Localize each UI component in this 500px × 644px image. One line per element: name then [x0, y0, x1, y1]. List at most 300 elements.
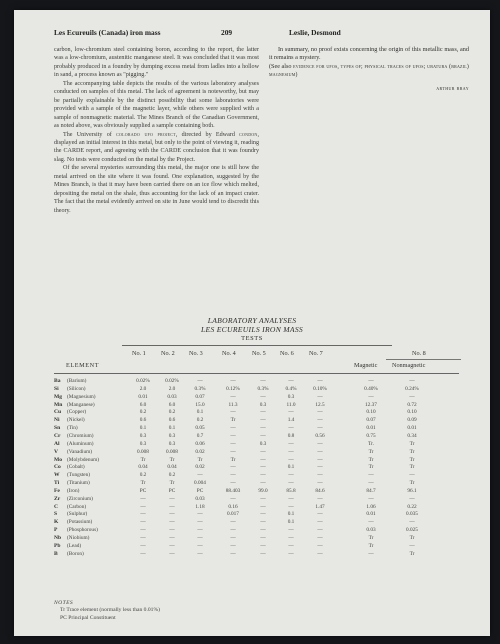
table-cell: 0.1: [168, 425, 176, 432]
element-name: (Iron): [67, 487, 80, 494]
table-cell: —: [140, 550, 146, 557]
element-name: (Boron): [67, 550, 84, 557]
table-cell: 0.03: [167, 393, 177, 400]
table-cell: —: [317, 511, 323, 518]
table-row: [54, 472, 464, 479]
table-cell: Tr: [409, 440, 415, 447]
table-row: [54, 535, 464, 542]
table-cell: PC: [196, 487, 204, 494]
table-cell: 0.025: [406, 527, 418, 534]
table-cell: —: [230, 425, 236, 432]
table-cell: 0.2: [168, 409, 176, 416]
table-cell: 0.004: [194, 480, 206, 487]
element-symbol: Cr: [54, 432, 61, 439]
table-cell: 0.3%: [194, 385, 206, 392]
table-cell: 0.24%: [405, 385, 419, 392]
table-cell: 88.403: [225, 487, 241, 494]
table-cell: 0.2: [139, 472, 147, 479]
table-cell: —: [260, 432, 266, 439]
table-cell: 0.02%: [136, 378, 150, 384]
element-symbol: P: [54, 527, 58, 534]
table-cell: —: [288, 448, 294, 455]
element-name: (Manganese): [67, 401, 95, 408]
table-cell: 0.2: [168, 472, 176, 479]
table-cell: 0.04: [167, 464, 177, 471]
table-cell: Tr: [368, 535, 374, 541]
table-cell: Tr: [140, 480, 146, 487]
element-symbol: Mo: [54, 456, 63, 463]
table-cell: 0.10: [366, 409, 376, 416]
table-row: [54, 417, 464, 424]
note-trace: Tr Trace element (normally less than 0.01%): [60, 607, 160, 614]
table-row: [54, 409, 464, 416]
table-cell: —: [288, 542, 294, 549]
table-cell: Tr.: [368, 440, 374, 447]
table-cell: —: [140, 542, 146, 549]
element-name: (Phosphorous): [67, 527, 98, 534]
table-cell: 0.3: [287, 393, 295, 400]
table-cell: Tr: [169, 480, 175, 487]
table-cell: 0.3%: [257, 385, 269, 392]
table-cell: —: [260, 464, 266, 471]
table-cell: 0.7: [196, 432, 204, 439]
table-cell: —: [317, 550, 323, 557]
table-cell: —: [317, 495, 323, 502]
table-row: [54, 386, 464, 393]
table-cell: —: [260, 448, 266, 455]
table-cell: 84.6: [315, 487, 325, 494]
table-cell: 0.10%: [313, 385, 327, 392]
table-cell: 0.035: [406, 511, 418, 518]
table-cell: —: [260, 480, 266, 487]
table-cell: 96.1: [407, 487, 417, 494]
table-cell: —: [260, 393, 266, 400]
table-cell: —: [260, 425, 266, 432]
table-notes: [54, 600, 160, 622]
element-name: (Sulphur): [67, 511, 88, 518]
condon-ref: condon: [239, 131, 258, 138]
table-cell: —: [230, 440, 236, 447]
table-cell: Tr: [409, 480, 415, 487]
table-cell: —: [169, 535, 175, 541]
table-cell: 1.4: [287, 417, 295, 424]
table-cell: —: [230, 393, 236, 400]
element-name: (Copper): [67, 409, 87, 416]
element-name: (Aluminum): [67, 440, 94, 447]
table-cell: 0.1: [139, 425, 147, 432]
table-cell: —: [230, 472, 236, 479]
table-cell: —: [230, 527, 236, 534]
element-symbol: Cu: [54, 409, 62, 416]
element-symbol: B: [54, 550, 58, 557]
table-cell: —: [169, 542, 175, 549]
table-cell: —: [260, 417, 266, 424]
table-cell: 0.02%: [165, 378, 179, 384]
table-cell: 0.02: [195, 448, 205, 455]
table-row: [54, 441, 464, 448]
table-cell: —: [230, 519, 236, 526]
see-also-lead: (See also: [269, 62, 292, 70]
element-name: (Magnesium): [67, 393, 96, 400]
table-cell: 0.3: [168, 440, 176, 447]
table-cell: —: [140, 519, 146, 526]
table-cell: —: [260, 550, 266, 557]
table-row: [54, 433, 464, 440]
table-cell: 99.0: [258, 487, 268, 494]
table-cell: 11.0: [286, 401, 296, 408]
table-cell: —: [368, 550, 374, 557]
table-cell: —: [260, 519, 266, 526]
table-cell: 0.008: [137, 448, 149, 455]
table-cell: —: [317, 378, 323, 384]
p3-mid: , directed by Edward: [175, 131, 235, 138]
table-cell: 0.1: [287, 511, 295, 518]
no8-span-rule: [386, 359, 461, 360]
table-cell: 2.0: [139, 385, 147, 392]
element-symbol: Co: [54, 464, 61, 471]
table-cell: —: [317, 440, 323, 447]
p3-lead: The University of: [63, 131, 112, 138]
table-row: [54, 425, 464, 432]
element-symbol: Zr: [54, 495, 61, 502]
column-header-1: No. 1: [132, 350, 146, 357]
table-cell: —: [230, 464, 236, 471]
table-cell: 0.10: [407, 409, 417, 416]
table-row: [54, 457, 464, 464]
table-row: [54, 543, 464, 550]
table-cell: 0.1: [287, 464, 295, 471]
colorado-ufo-project-ref: colorado ufo project: [116, 131, 176, 138]
page-number: 209: [221, 28, 233, 37]
table-row: [54, 488, 464, 495]
see-also-refs: [269, 63, 469, 80]
element-name: (Carbon): [67, 503, 87, 510]
table-cell: —: [197, 378, 203, 384]
table-row: [54, 402, 464, 409]
table-cell: 0.01: [138, 393, 148, 400]
table-cell: —: [288, 550, 294, 557]
table-cell: 15.0: [195, 401, 205, 408]
table-cell: 0.3: [139, 440, 147, 447]
table-cell: —: [317, 393, 323, 400]
table-cell: —: [409, 542, 415, 549]
table-cell: 0.56: [315, 432, 325, 439]
table-cell: 0.04: [138, 464, 148, 471]
p3-rest: , displayed an initial interest in this metal, but only to the point of viewing it, reading the CARDE report, and agreeing with the CARDE conclusion that it was foundry slag. No tests were conducted on the metal by the Project.: [54, 131, 260, 163]
summary-paragraph: In summary, no proof exists concerning the origin of this metallic mass, and it remains a mystery.: [269, 46, 469, 62]
table-cell: 0.01: [407, 425, 417, 432]
table-cell: —: [288, 409, 294, 416]
table-cell: —: [288, 535, 294, 541]
table-cell: 6.0: [168, 401, 176, 408]
table-cell: —: [260, 503, 266, 510]
table-cell: —: [317, 480, 323, 487]
element-symbol: W: [54, 472, 60, 479]
table-row: [54, 511, 464, 518]
table-subtitle: LES ECUREUILS IRON MASS: [200, 325, 304, 334]
table-cell: —: [169, 527, 175, 534]
table-cell: 0.07: [195, 393, 205, 400]
table-cell: —: [197, 511, 203, 518]
table-cell: —: [317, 464, 323, 471]
table-cell: 0.2: [196, 417, 204, 424]
element-symbol: Si: [54, 385, 59, 392]
document-page: [14, 10, 490, 636]
table-cell: 0.72: [407, 401, 417, 408]
table-cell: 85.8: [286, 487, 296, 494]
table-cell: 0.03: [195, 495, 205, 502]
table-rule: [54, 373, 459, 374]
table-cell: —: [368, 393, 374, 400]
table-cell: 0.6: [168, 417, 176, 424]
table-cell: —: [409, 495, 415, 502]
table-cell: PC: [139, 487, 147, 494]
table-cell: 0.1: [196, 409, 204, 416]
paragraph-2: The accompanying table depicts the results of the various laboratory analyses conducted on samples of this metal. The lack of agreement is noteworthy, but may be partially explainable by the distinct possibility that some laboratories were provided with a sample of the magnetic layer, while others were supplied with a sample of nonmagnetic material. The Mines Branch of the Canadian Government, as noted above, was obviously supplied a sample containing both.: [54, 80, 259, 130]
table-row: [54, 480, 464, 487]
table-cell: —: [317, 409, 323, 416]
element-name: (Niobium): [67, 535, 90, 541]
table-cell: 0.16: [228, 503, 238, 510]
element-symbol: Mn: [54, 401, 63, 408]
table-cell: —: [230, 550, 236, 557]
table-cell: 0.12%: [226, 385, 240, 392]
table-cell: 0.06: [195, 440, 205, 447]
element-name: (Titanium): [67, 480, 90, 487]
table-cell: Tr: [409, 448, 415, 455]
table-cell: —: [409, 519, 415, 526]
element-name: (Chromium): [67, 432, 94, 439]
element-symbol: Al: [54, 440, 60, 447]
table-cell: 0.1: [287, 519, 295, 526]
table-cell: Tr: [409, 535, 415, 541]
table-cell: —: [317, 456, 323, 463]
element-name: (Lead): [67, 542, 82, 549]
element-symbol: Ni: [54, 417, 60, 424]
table-cell: 0.34: [407, 432, 417, 439]
table-cell: 12.5: [315, 401, 325, 408]
table-cell: —: [169, 550, 175, 557]
element-symbol: Mg: [54, 393, 63, 400]
table-cell: —: [169, 503, 175, 510]
table-row: [54, 378, 464, 385]
table-cell: 84.7: [366, 487, 376, 494]
column-header-6: No. 6: [280, 350, 294, 357]
author-signature: arthur bray: [436, 86, 469, 93]
table-cell: —: [169, 495, 175, 502]
element-symbol: Ba: [54, 378, 61, 384]
table-cell: 0.09: [407, 417, 417, 424]
element-column-header: ELEMENT: [66, 362, 100, 369]
table-cell: Tr: [230, 417, 236, 424]
table-cell: 1.47: [315, 503, 325, 510]
table-cell: Tr: [368, 542, 374, 549]
table-cell: —: [169, 511, 175, 518]
table-cell: 0.8: [287, 432, 295, 439]
table-cell: —: [368, 480, 374, 487]
table-cell: 0.22: [407, 503, 417, 510]
table-cell: PC: [168, 487, 176, 494]
tests-rule: [122, 345, 392, 346]
table-cell: —: [169, 519, 175, 526]
table-cell: 12.37: [365, 401, 377, 408]
table-cell: 11.3: [228, 401, 238, 408]
right-column: [269, 46, 469, 93]
table-cell: 0.01: [366, 511, 376, 518]
table-row: [54, 527, 464, 534]
element-symbol: Nb: [54, 535, 62, 541]
table-cell: —: [260, 495, 266, 502]
element-name: (Vanadium): [67, 448, 93, 455]
table-row: [54, 504, 464, 511]
table-cell: —: [230, 432, 236, 439]
element-name: (Barium): [67, 378, 87, 384]
table-cell: —: [230, 542, 236, 549]
table-cell: —: [230, 448, 236, 455]
column-header-2: No. 2: [161, 350, 175, 357]
see-also-list: evidence for ufos, types of; physical traces of ufos; ubatuba (brazil) magnesium): [269, 63, 469, 78]
table-cell: Tr: [368, 448, 374, 455]
notes-title: NOTES: [54, 600, 74, 606]
table-cell: —: [230, 495, 236, 502]
table-cell: —: [409, 472, 415, 479]
table-cell: —: [288, 472, 294, 479]
table-cell: 0.05: [195, 425, 205, 432]
table-cell: —: [317, 472, 323, 479]
table-cell: —: [197, 542, 203, 549]
element-name: (Potassium): [67, 519, 93, 526]
element-symbol: Sn: [54, 425, 61, 432]
table-cell: 0.008: [166, 448, 178, 455]
element-name: (Cobalt): [67, 464, 85, 471]
element-symbol: Ti: [54, 480, 60, 487]
table-cell: 6.0: [139, 401, 147, 408]
table-cell: 0.6: [139, 417, 147, 424]
table-row: [54, 394, 464, 401]
table-cell: 0.40%: [364, 385, 378, 392]
table-cell: —: [140, 503, 146, 510]
table-cell: —: [197, 550, 203, 557]
element-name: (Nickel): [67, 417, 85, 424]
table-row: [54, 464, 464, 471]
table-cell: —: [368, 378, 374, 384]
table-cell: —: [317, 527, 323, 534]
element-symbol: Pb: [54, 542, 61, 549]
running-head-left: Les Ecureuils (Canada) iron mass: [54, 28, 161, 37]
paragraph-4: Of the several mysteries surrounding this metal, the major one is still how the metal arrived on the site where it was found. One explanation, suggested by the Mines Branch, is that it may have been carried there on an ice flow which melted, depositing the metal on the shale, thus accounting for the lack of an impact crater. The fact that the metal evidently arrived on site in June would tend to discredit this theory.: [54, 165, 259, 214]
column-header-5: No. 5: [252, 350, 266, 357]
table-row: [54, 496, 464, 503]
note-principal: PC Principal Constituent: [60, 614, 116, 621]
table-cell: —: [230, 480, 236, 487]
table-cell: Tr: [169, 456, 175, 463]
column-header-4: No. 4: [222, 350, 236, 357]
table-cell: —: [317, 425, 323, 432]
table-cell: —: [288, 425, 294, 432]
element-name: (Molybdenum): [67, 456, 100, 463]
table-cell: —: [260, 542, 266, 549]
table-cell: 0.01: [366, 425, 376, 432]
element-name: (Tungsten): [67, 472, 91, 479]
table-cell: —: [260, 456, 266, 463]
table-cell: —: [260, 472, 266, 479]
table-cell: —: [260, 378, 266, 384]
table-cell: 0.02: [195, 464, 205, 471]
table-cell: —: [368, 519, 374, 526]
table-row: [54, 551, 464, 558]
table-cell: —: [288, 456, 294, 463]
table-cell: —: [140, 527, 146, 534]
paragraph-3: [54, 131, 259, 165]
table-title: LABORATORY ANALYSES: [207, 316, 297, 325]
element-name: (Zirconium): [67, 495, 93, 502]
element-symbol: C: [54, 503, 59, 510]
table-cell: —: [140, 535, 146, 541]
table-cell: —: [317, 535, 323, 541]
table-cell: —: [260, 535, 266, 541]
table-cell: —: [368, 495, 374, 502]
table-cell: —: [260, 511, 266, 518]
table-cell: —: [288, 527, 294, 534]
table-cell: 0.3: [168, 432, 176, 439]
left-column: [54, 46, 259, 215]
column-header-magnetic: Magnetic: [354, 362, 378, 369]
table-cell: Tr: [409, 464, 415, 471]
table-cell: —: [409, 378, 415, 384]
table-cell: 2.0: [168, 385, 176, 392]
table-cell: —: [197, 472, 203, 479]
element-symbol: S: [54, 511, 58, 518]
table-cell: —: [317, 448, 323, 455]
table-cell: 0.3: [259, 440, 267, 447]
table-cell: —: [409, 393, 415, 400]
table-cell: —: [317, 542, 323, 549]
table-cell: 0.3: [139, 432, 147, 439]
table-cell: 0.75: [366, 432, 376, 439]
table-cell: —: [260, 409, 266, 416]
running-head-right: Leslie, Desmond: [289, 28, 341, 37]
table-cell: —: [288, 480, 294, 487]
table-row: [54, 519, 464, 526]
tests-heading: TESTS: [241, 335, 263, 342]
table-cell: 0.4%: [285, 385, 297, 392]
table-cell: Tr: [197, 456, 203, 463]
table-cell: 0.2: [139, 409, 147, 416]
table-cell: 0.07: [366, 417, 376, 424]
table-cell: —: [368, 472, 374, 479]
table-cell: —: [317, 519, 323, 526]
table-cell: —: [140, 511, 146, 518]
column-header-7: No. 7: [309, 350, 323, 357]
table-cell: —: [288, 503, 294, 510]
table-cell: Tr: [409, 550, 415, 557]
table-cell: 1.06: [366, 503, 376, 510]
element-symbol: Fe: [54, 487, 60, 494]
table-cell: —: [260, 527, 266, 534]
table-cell: 0.017: [227, 511, 239, 518]
table-cell: —: [197, 519, 203, 526]
element-name: (Tin): [67, 425, 78, 432]
element-name: (Silicon): [67, 385, 86, 392]
table-cell: —: [230, 535, 236, 541]
table-cell: —: [288, 495, 294, 502]
column-header-3: No. 3: [189, 350, 203, 357]
table-cell: —: [230, 409, 236, 416]
element-symbol: K: [54, 519, 59, 526]
table-cell: —: [197, 527, 203, 534]
table-cell: Tr: [230, 456, 236, 463]
table-cell: —: [288, 378, 294, 384]
